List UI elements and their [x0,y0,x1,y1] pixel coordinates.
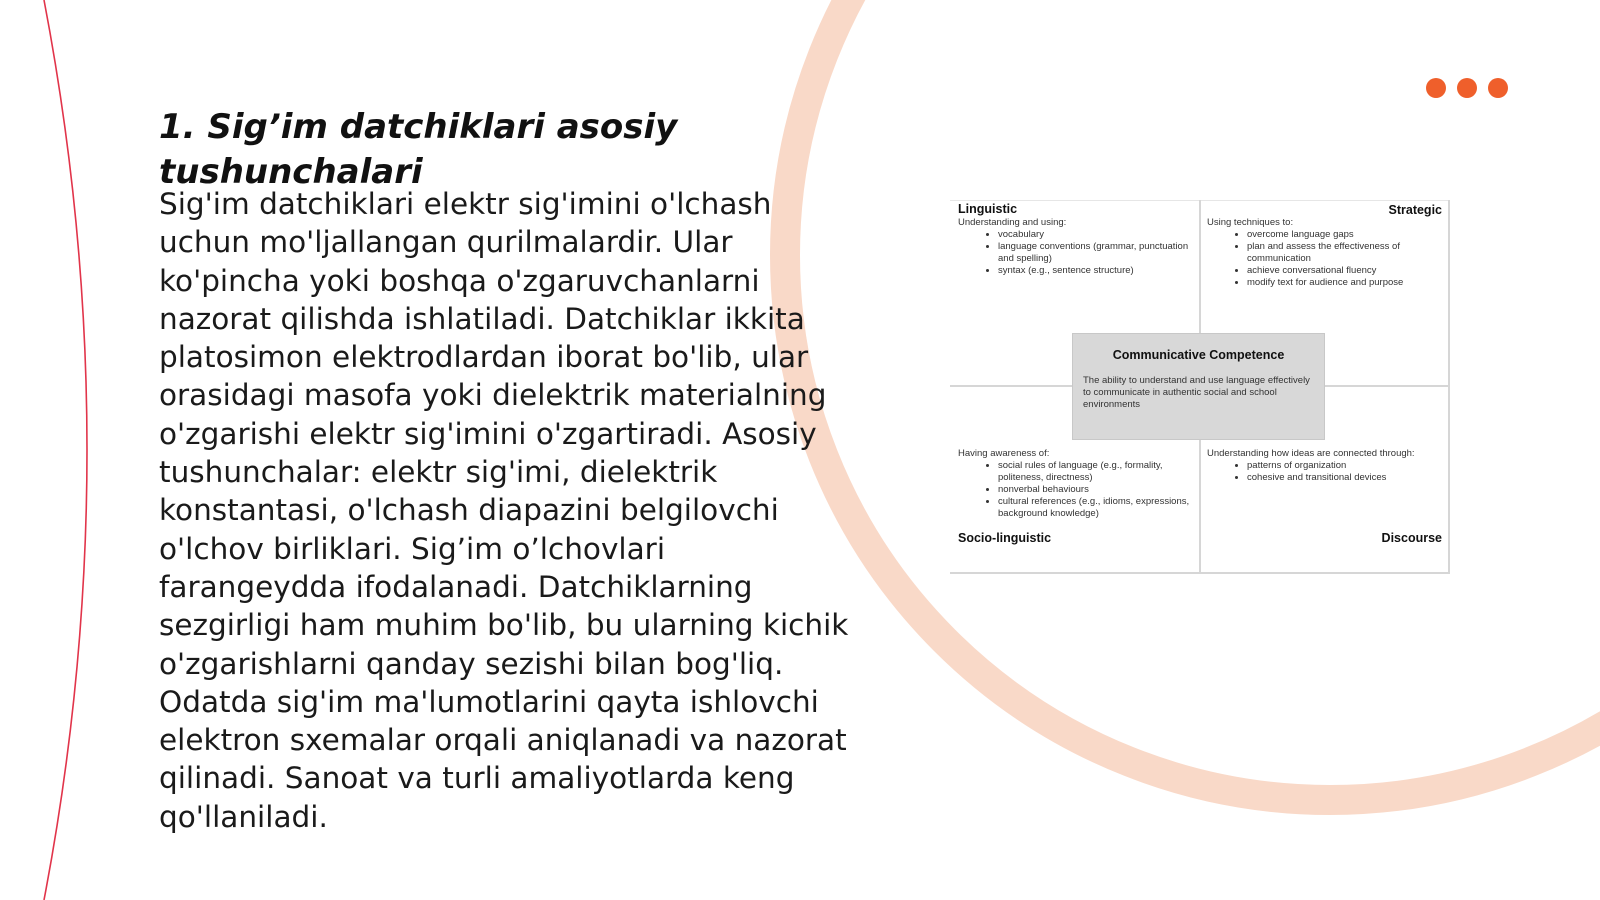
socio-linguistic-title: Socio-linguistic [958,531,1052,545]
dot-2 [1457,78,1477,98]
socio-intro: Having awareness of: [958,448,1050,459]
list-item: • plan and assess the effectiveness of communication [1247,241,1443,265]
socio-list [958,460,1193,520]
list-item: • syntax (e.g., sentence structure) [998,265,1193,277]
left-curve-line [44,0,87,900]
discourse-intro: Understanding how ideas are connected through: [1207,448,1415,459]
list-item: • cultural references (e.g., idioms, expressions, background knowledge) [998,496,1193,520]
list-item: • overcome language gaps [1247,229,1443,241]
slide-title: 1. Sig’im datchiklari asosiy tushunchalari [159,107,678,192]
strategic-title: Strategic [1388,203,1442,217]
slide-body-text: Sig'im datchiklari elektr sig'imini o'lchash uchun mo'ljallangan qurilmalardir. Ular ko'pincha yoki boshqa o'zgaruvchanlarni nazorat qilishda ishlatiladi. Datchiklar ikkita platosimon elektrodlardan iborat bo'lib, ular orasidagi masofa yoki dielektrik materialning o'zgarishi elektr sig'imini o'zgartiradi. Asosiy tushunchalar: elektr sig'imi, dielektrik konstantasi, o'lchash diapazini belgilovchi o'lchov birliklari. Sig’im o’lchovlari farangeydda ifodalanadi. Datchiklarning sezgirligi ham muhim bo'lib, bu ularning kichik o'zgarishlarni qanday sezishi bilan bog'liq. Odatda sig'im ma'lumotlarini qayta ishlovchi elektron sxemalar orqali aniqlanadi va nazorat qilinadi. Sanoat va turli amaliyotlarda keng qo'llaniladi. [159,187,849,834]
quadrant-discourse [1207,448,1443,484]
strategic-list [1207,229,1443,289]
discourse-title: Discourse [1381,531,1442,545]
strategic-intro: Using techniques to: [1207,217,1294,228]
list-item: • social rules of language (e.g., formality, politeness, directness) [998,460,1193,484]
list-item: • achieve conversational fluency [1247,265,1443,277]
center-description: The ability to understand and use language effectively to communicate in authentic social and school environments [1083,375,1310,410]
communicative-competence-diagram [950,200,1450,574]
list-item: • nonverbal behaviours [998,484,1193,496]
dots-decoration [1426,78,1508,98]
center-title: Communicative Competence [1112,348,1285,362]
diagram-right-border [1448,200,1450,574]
quadrant-strategic [1207,203,1443,289]
list-item: • vocabulary [998,229,1193,241]
diagram-bottom-border [950,572,1450,574]
list-item: • cohesive and transitional devices [1247,472,1443,484]
list-item: • patterns of organization [1247,460,1443,472]
quadrant-linguistic [958,203,1193,277]
center-competence-box [1072,333,1325,440]
dot-3 [1488,78,1508,98]
discourse-list [1207,460,1443,484]
linguistic-title: Linguistic [958,202,1018,216]
quadrant-socio-linguistic [958,448,1193,520]
list-item: • modify text for audience and purpose [1247,277,1443,289]
linguistic-list [958,229,1193,277]
list-item: • language conventions (grammar, punctuation and spelling) [998,241,1193,265]
dot-1 [1426,78,1446,98]
linguistic-intro: Understanding and using: [958,217,1067,228]
